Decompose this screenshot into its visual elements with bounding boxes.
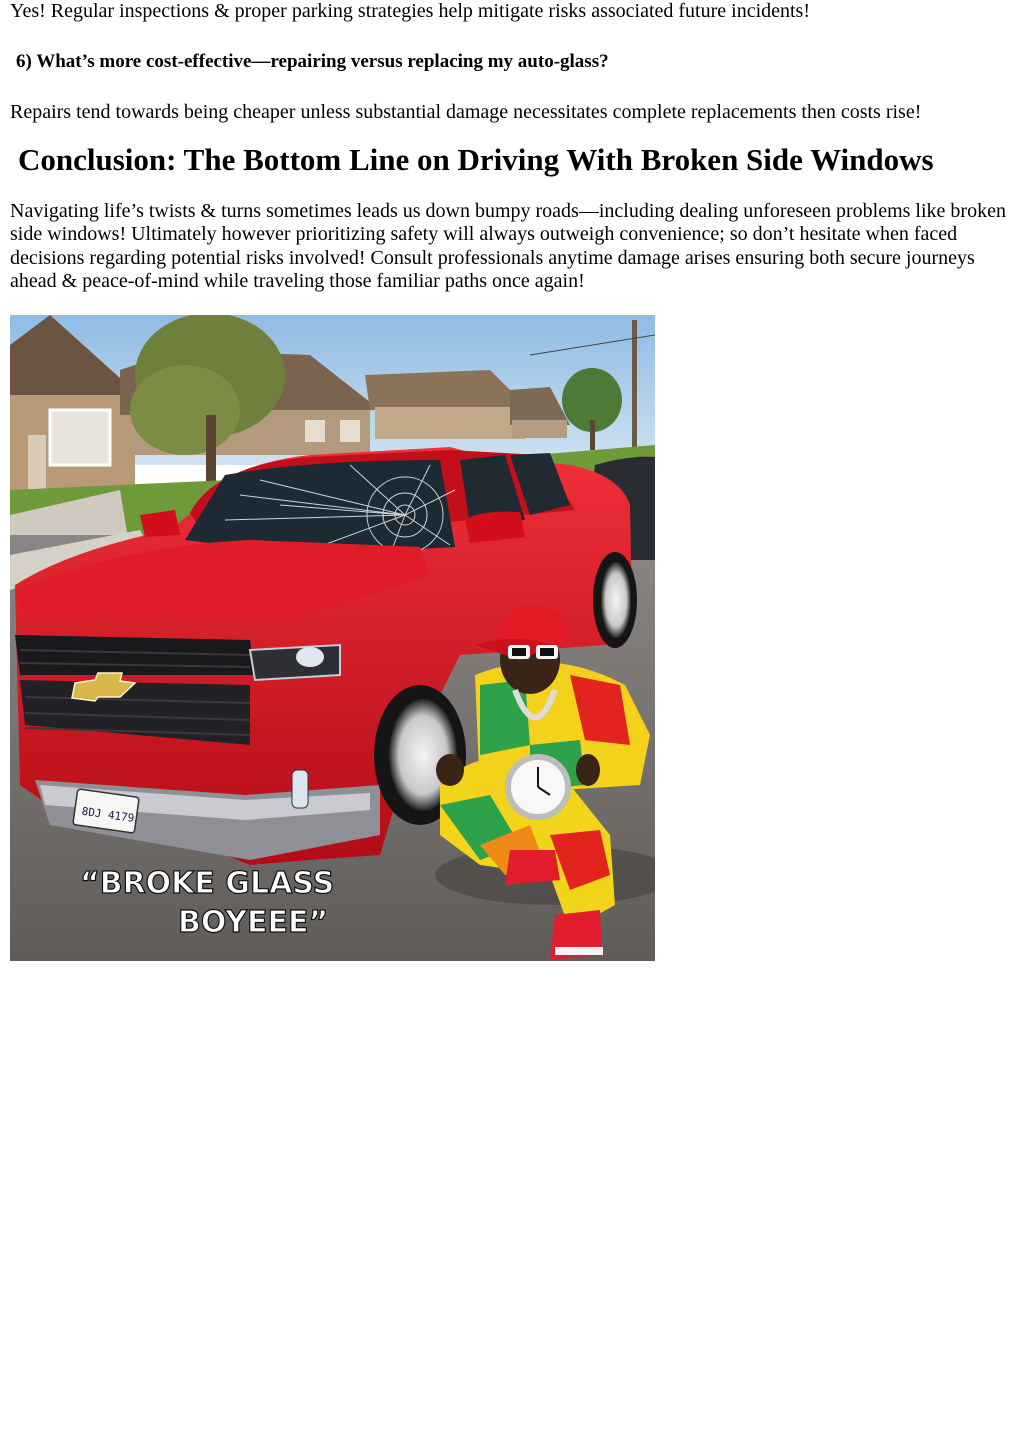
- image-caption-line-1: “BROKE GLASS: [80, 865, 335, 901]
- image-caption-line-2: BOYEEE”: [178, 904, 329, 940]
- article-illustration: [10, 315, 655, 961]
- cracked-windshield: [185, 460, 455, 555]
- article-content: [10, 0, 1006, 961]
- faq-answer-5: Yes! Regular inspections & proper parking strategies help mitigate risks associated future incidents!: [10, 0, 810, 22]
- headlight: [250, 645, 340, 680]
- conclusion-paragraph: Navigating life’s twists & turns sometimes leads us down bumpy roads—including dealing unforeseen problems like broken side windows! Ultimately however prioritizing safety will always outweigh convenience; so don’t hesitate when faced decisions regarding potential risks involved! Consult professionals anytime damage arises ensuring both secure journeys ahead & peace-of-mind while traveling those familiar paths once again!: [10, 200, 1006, 293]
- conclusion-heading: Conclusion: The Bottom Line on Driving With Broken Side Windows: [18, 142, 934, 177]
- license-plate-text: 8DJ 4179: [80, 804, 136, 825]
- faq-question-6: 6) What’s more cost-effective—repairing versus replacing my auto-glass?: [16, 51, 609, 72]
- faq-answer-6: Repairs tend towards being cheaper unless substantial damage necessitates complete replacements then costs rise!: [10, 101, 922, 123]
